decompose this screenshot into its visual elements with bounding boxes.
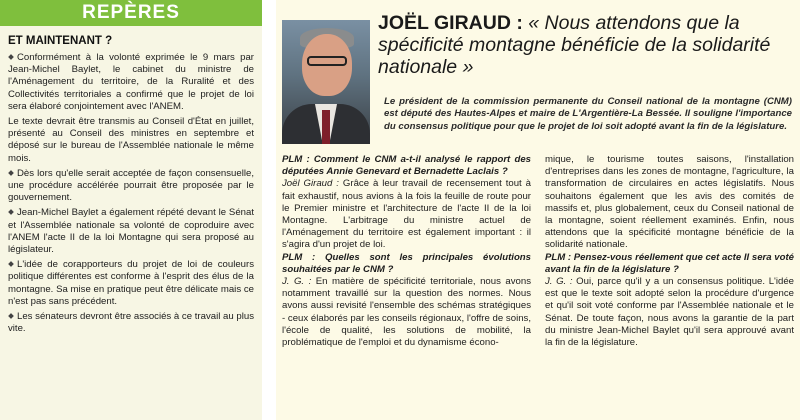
article-lede: Le président de la commission permanente du Conseil national de la montagne (CNM) est député des Hautes-Alpes et maire de L'Argentière-La Bessée. Il souligne l'importance du consensus politique pour que le projet de loi soit adopté avant la fin de la législature. [384, 96, 792, 132]
sidebar-paragraph [8, 207, 254, 256]
article-title [378, 12, 788, 78]
interview-answer [545, 154, 794, 252]
interview-question: PLM : Pensez-vous réellement que cet acte II sera voté avant la fin de la législature ? [545, 251, 794, 275]
bullet-icon [8, 313, 14, 319]
sidebar-heading: ET MAINTENANT ? [8, 35, 113, 47]
article-column-2 [545, 154, 794, 349]
sidebar-paragraph-text: Jean-Michel Baylet a également répété devant le Sénat et l'Assemblée nationale sa volonté de coproduire avec l'ANEM l'acte II de la loi Montagne qui sera proposé au législateur. [8, 207, 254, 256]
bullet-icon [8, 54, 14, 60]
bullet-icon [8, 261, 14, 267]
interview-answer [545, 276, 794, 349]
article-columns [282, 154, 794, 349]
interviewee-name: JOËL GIRAUD : [378, 12, 523, 34]
interview-answer [282, 178, 531, 251]
sidebar-paragraph-text: Le texte devrait être transmis au Conseil d'État en juillet, présenté au Conseil des ministres en septembre et déposé sur le bureau de l'Assemblée nationale le même mois. [8, 116, 254, 164]
speaker-label: J. G. : [282, 276, 312, 288]
interview-answer [282, 276, 531, 349]
answer-text: Oui, parce qu'il y a un consensus politique. L'idée est que le texte soit adopté selon la procédure d'urgence et qu'il soit voté conforme par l'Assemblée nationale et le Sénat. De toute façon, nous avons la garantie de la part du ministre Jean-Michel Baylet qu'il sera approuvé avant la fin de la législature. [545, 276, 794, 349]
headline-quote: « Nous attendons que la spécificité montagne bénéficie de la solidarité nationale » [378, 12, 771, 78]
sidebar-paragraph [8, 168, 254, 205]
interview-question: PLM : Quelles sont les principales évolutions souhaitées par le CNM ? [282, 251, 531, 275]
sidebar-paragraph [8, 311, 254, 335]
answer-text: Grâce à leur travail de recensement tout à fait exhaustif, nous avions à la fois la feuille de route pour le Premier ministre et l'architecture de l'acte II de la loi Montagne. L'arbitrage du ministre actuel de l'Aménagement du territoire est également important : il s'agira d'un projet de loi. [282, 178, 531, 251]
sidebar-paragraph [8, 259, 254, 308]
reperes-sidebar [0, 0, 262, 420]
interview-question: PLM : Comment le CNM a-t-il analysé le rapport des députées Annie Genevard et Bernadette Laclais ? [282, 154, 531, 178]
sidebar-paragraph-text: Conformément à la volonté exprimée le 9 mars par Jean-Michel Baylet, le cabinet du ministre de l'Aménagement du territoire, de la Ruralité et des Collectivités territoriales a confirmé que le projet de loi sera élaboré conjointement avec l'ANEM. [8, 52, 254, 112]
answer-text: En matière de spécificité territoriale, nous avons notamment travaillé sur la question des normes. Nous avons aussi revisité l'ensemble des schémas stratégiques - ceux élaborés par les conseils régionaux, l'offre de soins, l'école de qualité, les solutions de mobilité, la problématique de l'emploi et du dynamisme écono- [282, 276, 531, 349]
interview-article [276, 0, 800, 420]
sidebar-body [0, 52, 262, 335]
reperes-banner: REPÈRES [0, 0, 262, 26]
answer-text: mique, le tourisme toutes saisons, l'installation d'entreprises dans les zones de montagne, l'agriculture, la transformation de circulaires en actes législatifs. Nous souhaitons également que les avis des comités de massifs et, plus globalement, ceux du Conseil national de la montagne, soient réellement examinés. Enfin, nous attendons que la spécificité montagne bénéficie de la solidarité nationale. [545, 154, 794, 251]
article-column-1 [282, 154, 531, 349]
sidebar-paragraph [8, 52, 254, 113]
sidebar-paragraph [8, 116, 254, 165]
speaker-label: J. G. : [545, 276, 573, 288]
bullet-icon [8, 170, 14, 176]
portrait-photo [282, 20, 370, 144]
speaker-label: Joël Giraud : [282, 178, 339, 190]
bullet-icon [8, 210, 14, 216]
sidebar-paragraph-text: Dès lors qu'elle serait acceptée de façon consensuelle, une procédure accélérée pourrait être proposée par le gouvernement. [8, 167, 254, 204]
sidebar-paragraph-text: Les sénateurs devront être associés à ce travail au plus vite. [8, 311, 254, 335]
sidebar-paragraph-text: L'idée de corapporteurs du projet de loi de couleurs politique différentes est conforme à l'esprit des élus de la montagne. Sa mise en pratique peut être délicate mais ce n'est pas sans précédent. [8, 259, 254, 307]
